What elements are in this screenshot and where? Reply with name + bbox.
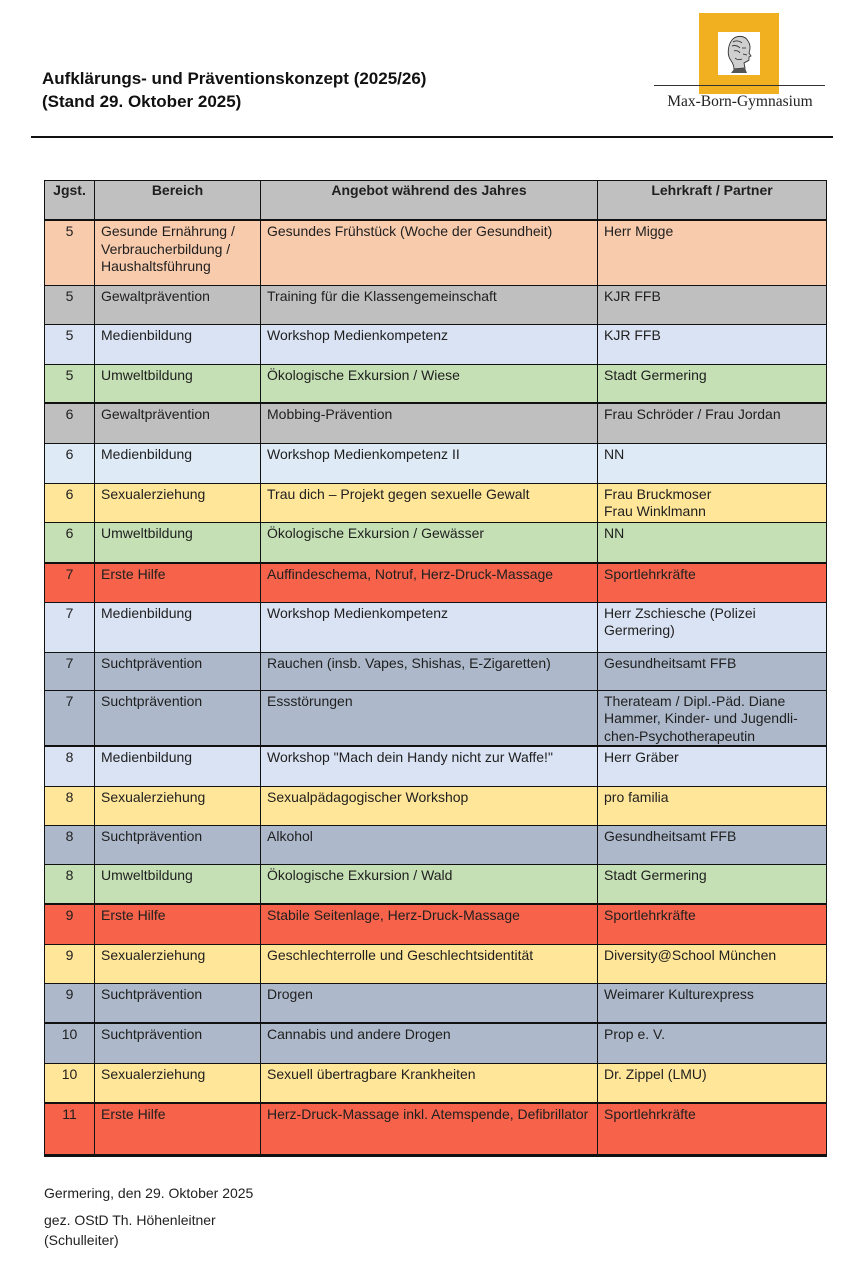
footer-role: (Schulleiter) (44, 1232, 119, 1248)
table-row (45, 443, 827, 483)
cell-partner: Sportlehrkräfte (598, 1103, 827, 1155)
table-row (45, 403, 827, 443)
cell-partner: Diversity@School München (598, 944, 827, 983)
title-line-2: (Stand 29. Oktober 2025) (42, 92, 242, 111)
document-title (42, 67, 426, 113)
cell-partner: pro familia (598, 786, 827, 825)
cell-angebot: Sexualpädagogischer Workshop (261, 786, 598, 825)
table-row (45, 904, 827, 944)
cell-angebot: Essstörungen (261, 690, 598, 746)
cell-angebot: Ökologische Exkursion / Wiese (261, 364, 598, 403)
cell-bereich: Umweltbildung (95, 522, 261, 563)
cell-partner: Herr Zschiesche (Polizei Germering) (598, 602, 827, 652)
cell-bereich: Medienbildung (95, 602, 261, 652)
cell-partner: Weimarer Kulturexpress (598, 983, 827, 1023)
table-row (45, 864, 827, 904)
cell-angebot: Stabile Seitenlage, Herz-Druck-Massage (261, 904, 598, 944)
cell-bereich: Erste Hilfe (95, 1103, 261, 1155)
footer-signature: gez. OStD Th. Höhenleitner (44, 1212, 216, 1228)
cell-partner: Sportlehrkräfte (598, 904, 827, 944)
cell-jgst: 6 (45, 403, 95, 443)
cell-bereich: Sexualerziehung (95, 786, 261, 825)
table-row (45, 483, 827, 522)
cell-jgst: 7 (45, 563, 95, 602)
cell-angebot: Sexuell übertragbare Krankheiten (261, 1063, 598, 1103)
cell-partner: Herr Migge (598, 220, 827, 285)
table-row (45, 1063, 827, 1103)
cell-bereich: Suchtprävention (95, 983, 261, 1023)
cell-partner: KJR FFB (598, 324, 827, 364)
cell-bereich: Sexualerziehung (95, 483, 261, 522)
cell-partner: Gesundheitsamt FFB (598, 825, 827, 864)
cell-bereich: Suchtprävention (95, 825, 261, 864)
cell-partner: NN (598, 522, 827, 563)
table-header-row (45, 181, 827, 221)
cell-angebot: Alkohol (261, 825, 598, 864)
table-row (45, 1103, 827, 1155)
cell-partner: Sportlehrkräfte (598, 563, 827, 602)
cell-angebot: Gesundes Frühstück (Woche der Gesundheit) (261, 220, 598, 285)
cell-partner: NN (598, 443, 827, 483)
prevention-table (44, 180, 827, 1157)
cell-bereich: Suchtprävention (95, 690, 261, 746)
cell-jgst: 5 (45, 220, 95, 285)
title-line-1: Aufklärungs- und Präventionskonzept (2025/26) (42, 69, 427, 88)
cell-angebot: Workshop "Mach dein Handy nicht zur Waffe!" (261, 746, 598, 786)
school-logo (650, 13, 830, 113)
cell-partner: Prop e. V. (598, 1023, 827, 1063)
cell-bereich: Erste Hilfe (95, 563, 261, 602)
cell-angebot: Cannabis und andere Drogen (261, 1023, 598, 1063)
cell-jgst: 5 (45, 364, 95, 403)
cell-bereich: Medienbildung (95, 324, 261, 364)
cell-partner: Dr. Zippel (LMU) (598, 1063, 827, 1103)
cell-angebot: Workshop Medienkompetenz (261, 324, 598, 364)
cell-jgst: 9 (45, 944, 95, 983)
cell-jgst: 7 (45, 602, 95, 652)
cell-partner: Frau Schröder / Frau Jordan (598, 403, 827, 443)
cell-angebot: Mobbing-Prävention (261, 403, 598, 443)
logo-rule (654, 85, 825, 86)
cell-partner: KJR FFB (598, 285, 827, 324)
portrait-icon (718, 32, 760, 75)
table-row (45, 690, 827, 746)
cell-bereich: Umweltbildung (95, 864, 261, 904)
column-header-bereich: Bereich (95, 181, 261, 221)
cell-bereich: Medienbildung (95, 443, 261, 483)
table-row (45, 746, 827, 786)
cell-angebot: Training für die Klassengemeinschaft (261, 285, 598, 324)
cell-bereich: Gewaltprävention (95, 403, 261, 443)
cell-jgst: 6 (45, 443, 95, 483)
column-header-jgst: Jgst. (45, 181, 95, 221)
cell-partner: Stadt Germering (598, 864, 827, 904)
cell-jgst: 7 (45, 690, 95, 746)
cell-jgst: 8 (45, 746, 95, 786)
cell-jgst: 9 (45, 983, 95, 1023)
cell-jgst: 9 (45, 904, 95, 944)
cell-partner: Stadt Germering (598, 364, 827, 403)
table-row (45, 786, 827, 825)
table-row (45, 602, 827, 652)
cell-jgst: 6 (45, 522, 95, 563)
cell-angebot: Trau dich – Projekt gegen sexuelle Gewalt (261, 483, 598, 522)
cell-angebot: Ökologische Exkursion / Gewässer (261, 522, 598, 563)
cell-angebot: Drogen (261, 983, 598, 1023)
header-divider (31, 136, 833, 138)
table-row (45, 983, 827, 1023)
cell-jgst: 6 (45, 483, 95, 522)
logo-school-name: Max-Born-Gymnasium (667, 93, 813, 110)
table-row (45, 563, 827, 602)
cell-bereich: Gesunde Ernährung / Verbraucherbildung / Haushaltsführung (95, 220, 261, 285)
cell-partner: Frau Bruckmoser Frau Winklmann (598, 483, 827, 522)
cell-bereich: Sexualerziehung (95, 1063, 261, 1103)
cell-bereich: Gewaltprävention (95, 285, 261, 324)
cell-jgst: 8 (45, 825, 95, 864)
cell-jgst: 8 (45, 864, 95, 904)
cell-bereich: Erste Hilfe (95, 904, 261, 944)
table-row (45, 1023, 827, 1063)
cell-jgst: 8 (45, 786, 95, 825)
cell-partner: Herr Gräber (598, 746, 827, 786)
cell-bereich: Umweltbildung (95, 364, 261, 403)
cell-bereich: Medienbildung (95, 746, 261, 786)
table-row (45, 324, 827, 364)
table-row (45, 285, 827, 324)
cell-bereich: Suchtprävention (95, 1023, 261, 1063)
cell-jgst: 5 (45, 285, 95, 324)
table-row (45, 825, 827, 864)
cell-angebot: Rauchen (insb. Vapes, Shishas, E-Zigaretten) (261, 652, 598, 690)
table-row (45, 522, 827, 563)
column-header-partner: Lehrkraft / Partner (598, 181, 827, 221)
cell-jgst: 5 (45, 324, 95, 364)
cell-angebot: Auffindeschema, Notruf, Herz-Druck-Massage (261, 563, 598, 602)
cell-angebot: Workshop Medienkompetenz (261, 602, 598, 652)
cell-jgst: 10 (45, 1023, 95, 1063)
table-row (45, 364, 827, 403)
footer-place-date: Germering, den 29. Oktober 2025 (44, 1185, 254, 1201)
table-row (45, 220, 827, 285)
cell-angebot: Workshop Medienkompetenz II (261, 443, 598, 483)
cell-partner: Therateam / Dipl.-Päd. Diane Hammer, Kinder- und Jugendli-chen-Psychotherapeutin (598, 690, 827, 746)
cell-angebot: Ökologische Exkursion / Wald (261, 864, 598, 904)
table-row (45, 652, 827, 690)
column-header-angebot: Angebot während des Jahres (261, 181, 598, 221)
cell-bereich: Sexualerziehung (95, 944, 261, 983)
cell-jgst: 7 (45, 652, 95, 690)
cell-jgst: 11 (45, 1103, 95, 1155)
cell-angebot: Herz-Druck-Massage inkl. Atemspende, Defibrillator (261, 1103, 598, 1155)
cell-angebot: Geschlechterrolle und Geschlechtsidentität (261, 944, 598, 983)
cell-jgst: 10 (45, 1063, 95, 1103)
cell-partner: Gesundheitsamt FFB (598, 652, 827, 690)
table-row (45, 944, 827, 983)
cell-bereich: Suchtprävention (95, 652, 261, 690)
